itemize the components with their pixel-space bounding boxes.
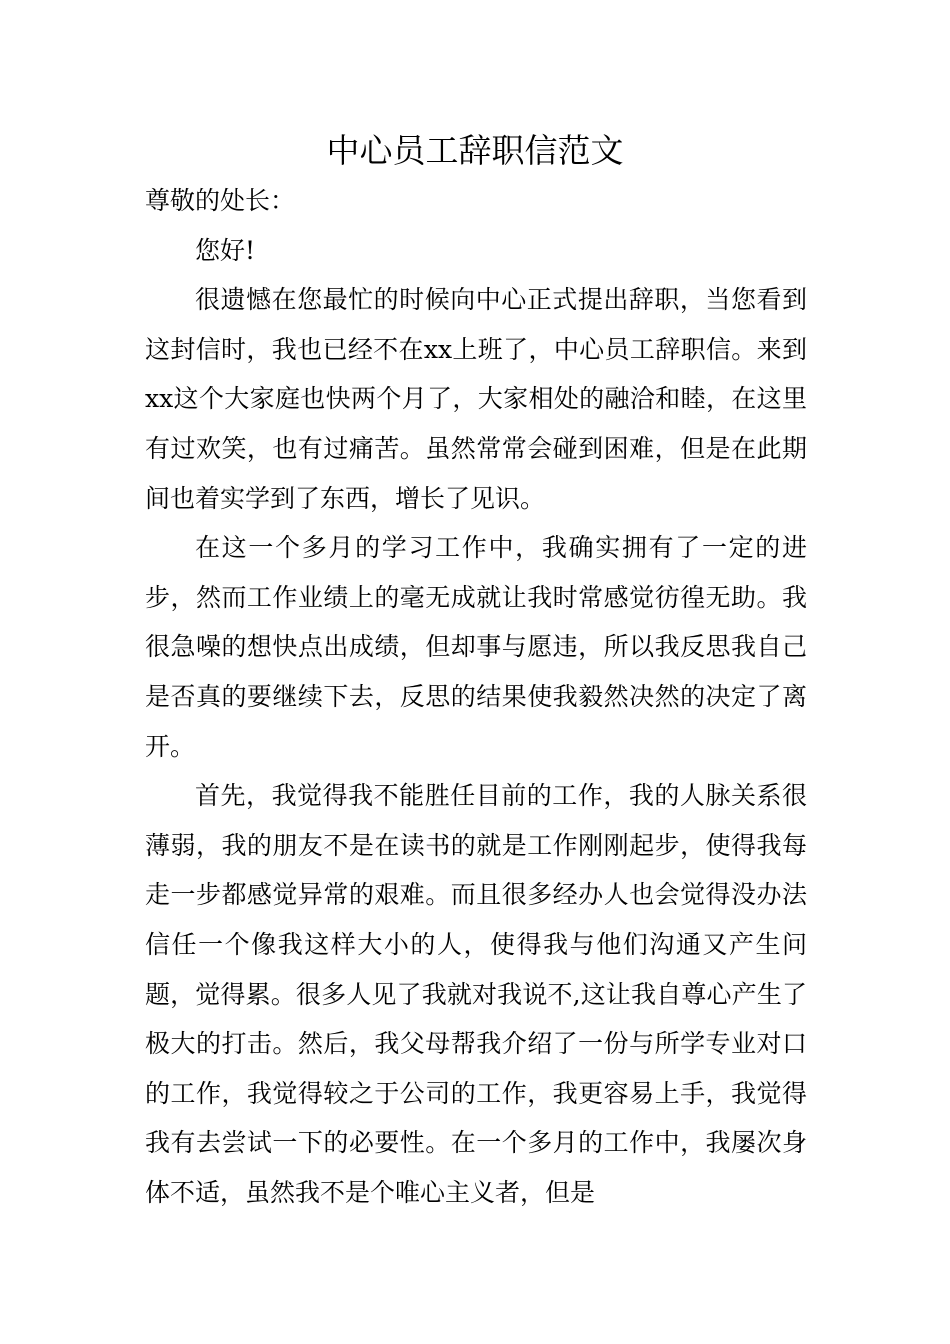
greeting: 您好!	[195, 235, 256, 265]
paragraph-1: 很遗憾在您最忙的时候向中心正式提出辞职，当您看到这封信时，我也已经不在xx上班了，中心员工辞职信。来到xx这个大家庭也快两个月了，大家相处的融洽和睦，在这里有过欢笑，也有过痛苦。虽然常常会碰到困难，但是在此期间也着实学到了东西，增长了见识。	[145, 285, 807, 513]
paragraph-2: 在这一个多月的学习工作中，我确实拥有了一定的进步，然而工作业绩上的毫无成就让我时常感觉彷徨无助。我很急噪的想快点出成绩，但却事与愿违，所以我反思我自己是否真的要继续下去，反思的结果使我毅然决然的决定了离开。	[145, 533, 807, 761]
document-body	[145, 176, 807, 1217]
paragraph-3: 首先，我觉得我不能胜任目前的工作，我的人脉关系很薄弱，我的朋友不是在读书的就是工作刚刚起步，使得我每走一步都感觉异常的艰难。而且很多经办人也会觉得没办法信任一个像我这样大小的人，使得我与他们沟通又产生问题，觉得累。很多人见了我就对我说不,这让我自尊心产生了极大的打击。然后，我父母帮我介绍了一份与所学专业对口的工作，我觉得较之于公司的工作，我更容易上手，我觉得我有去尝试一下的必要性。在一个多月的工作中，我屡次身体不适，虽然我不是个唯心主义者，但是	[145, 781, 807, 1207]
salutation: 尊敬的处长：	[145, 186, 296, 215]
document-title: 中心员工辞职信范文	[326, 131, 624, 170]
